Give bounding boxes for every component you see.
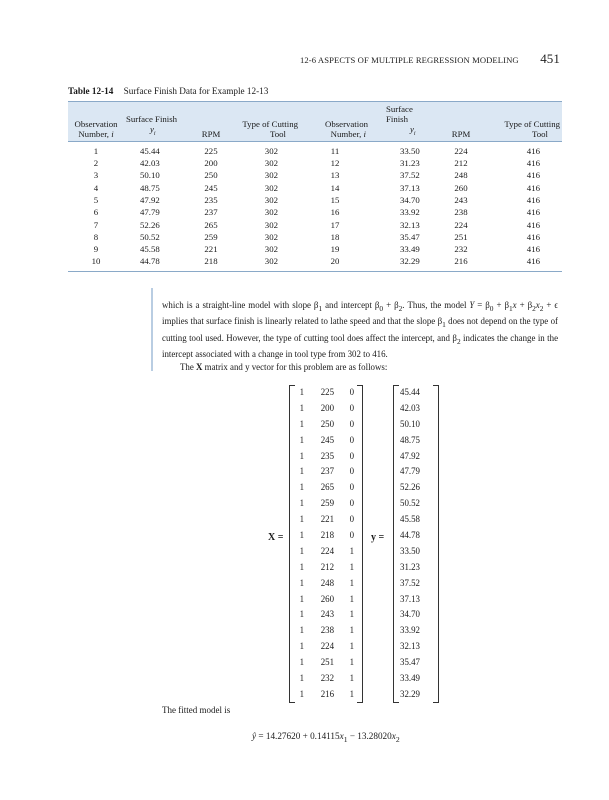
x-matrix-cell: 1 — [349, 561, 354, 572]
y-vector-entry: 47.79 — [400, 466, 420, 477]
x-matrix-row — [296, 671, 356, 687]
y-vector-entry: 32.13 — [400, 641, 420, 652]
table-cell: 18 — [330, 231, 340, 242]
x-matrix-row — [296, 433, 356, 449]
col-rpm-2: RPM — [436, 102, 486, 142]
x-matrix-cell: 1 — [349, 593, 354, 604]
y-vector-entry: 50.10 — [400, 418, 420, 429]
table-cell: 4 — [93, 182, 99, 193]
x-matrix-cell: 0 — [349, 402, 354, 413]
x-matrix-cell: 0 — [349, 434, 354, 445]
body-text — [162, 299, 558, 374]
table-cell: 10 — [68, 255, 124, 271]
x-matrix-cell: 1 — [299, 545, 304, 556]
table-cell: 302 — [264, 182, 278, 193]
y-vector-entry: 42.03 — [400, 402, 420, 413]
x-matrix-cell: 221 — [320, 514, 334, 525]
x-matrix-cell: 1 — [349, 673, 354, 684]
table-cell: 302 — [230, 255, 300, 271]
table-cell: 416 — [526, 145, 540, 156]
x-matrix-cell: 1 — [349, 609, 354, 620]
table-cell: 225 — [204, 145, 218, 156]
table-row — [68, 231, 562, 243]
x-matrix-cell: 1 — [349, 641, 354, 652]
table-cell: 33.92 — [400, 207, 420, 218]
table-cell: 416 — [526, 158, 540, 169]
table-cell: 19 — [330, 244, 340, 255]
table-row — [68, 243, 562, 255]
table-cell: 245 — [204, 182, 218, 193]
y-vector — [400, 385, 432, 703]
table-cell: 302 — [264, 231, 278, 242]
page-number: 451 — [540, 51, 560, 66]
x-matrix-cell: 1 — [299, 657, 304, 668]
x-matrix-cell: 0 — [349, 498, 354, 509]
table-caption-text: Surface Finish Data for Example 12-13 — [123, 86, 269, 96]
x-matrix-cell: 0 — [349, 466, 354, 477]
table-header-row — [68, 102, 562, 142]
x-matrix-cell: 1 — [349, 545, 354, 556]
table-cell: 416 — [526, 231, 540, 242]
table-cell: 200 — [204, 158, 218, 169]
x-matrix-row — [296, 417, 356, 433]
table-cell: 416 — [526, 170, 540, 181]
table-cell: 6 — [93, 207, 99, 218]
y-vector-entry: 33.92 — [400, 625, 420, 636]
x-matrix-cell: 250 — [320, 418, 334, 429]
x-matrix-row — [296, 607, 356, 623]
table-cell: 37.52 — [400, 170, 420, 181]
table-row — [68, 255, 562, 271]
table-row — [68, 169, 562, 181]
x-matrix-cell: 1 — [299, 530, 304, 541]
x-matrix-row — [296, 544, 356, 560]
table-cell: 232 — [454, 244, 468, 255]
x-matrix-cell: 251 — [320, 657, 334, 668]
y-vector-entry: 45.58 — [400, 514, 420, 525]
x-matrix-row — [296, 623, 356, 639]
table-cell: 7 — [93, 219, 99, 230]
table-cell: 8 — [93, 231, 99, 242]
x-matrix-cell: 1 — [299, 498, 304, 509]
table-cell: 47.92 — [140, 194, 160, 205]
x-matrix-cell: 1 — [299, 402, 304, 413]
table-cell: 45.44 — [140, 145, 160, 156]
x-matrix-cell: 1 — [349, 577, 354, 588]
x-matrix-row — [296, 496, 356, 512]
col-surface-finish-2: Surface Finish $y_i$ — [370, 102, 436, 142]
x-matrix-cell: 1 — [299, 609, 304, 620]
table-cell: 44.78 — [124, 255, 192, 271]
x-matrix-row — [296, 449, 356, 465]
table-cell: 248 — [454, 170, 468, 181]
table-cell: 9 — [93, 244, 99, 255]
table-cell: 302 — [264, 158, 278, 169]
x-matrix-cell: 1 — [299, 673, 304, 684]
x-matrix-cell: 265 — [320, 482, 334, 493]
table-row — [68, 206, 562, 218]
x-matrix-row — [296, 560, 356, 576]
table-cell: 50.10 — [140, 170, 160, 181]
section-title: 12-6 ASPECTS OF MULTIPLE REGRESSION MODELING — [300, 55, 519, 65]
y-vector-entry: 47.92 — [400, 450, 420, 461]
table-cell: 50.52 — [140, 231, 160, 242]
table-cell: 302 — [264, 219, 278, 230]
table-cell: 2 — [93, 158, 99, 169]
y-vector-entry: 45.44 — [400, 387, 420, 397]
y-vector-entry: 35.47 — [400, 657, 420, 668]
table-cell: 12 — [330, 158, 340, 169]
surface-finish-table — [68, 101, 562, 272]
table-cell: 416 — [526, 194, 540, 205]
table-row — [68, 194, 562, 206]
col-surface-finish-1: Surface Finish $y_i$ — [124, 102, 192, 142]
table-cell: 224 — [454, 145, 468, 156]
x-matrix-cell: 216 — [320, 688, 334, 699]
table-cell: 221 — [204, 244, 218, 255]
table-cell: 260 — [454, 182, 468, 193]
table-cell: 15 — [330, 194, 340, 205]
y-vector-entry: 37.52 — [400, 577, 420, 588]
col-tool-type-2: Type of Cutting Tool — [486, 102, 562, 142]
table-row — [68, 182, 562, 194]
table-cell: 224 — [454, 219, 468, 230]
x-matrix-cell: 0 — [349, 530, 354, 541]
table-cell: 235 — [204, 194, 218, 205]
x-matrix-cell: 237 — [320, 466, 334, 477]
x-matrix — [296, 385, 356, 703]
table-cell: 34.70 — [400, 194, 420, 205]
table-cell: 416 — [526, 207, 540, 218]
y-vector-entry: 52.26 — [400, 482, 420, 493]
y-vector-entry: 33.50 — [400, 545, 420, 556]
x-matrix-cell: 1 — [349, 688, 354, 699]
x-matrix-row — [296, 687, 356, 703]
x-matrix-cell: 0 — [349, 418, 354, 429]
x-matrix-cell: 1 — [299, 418, 304, 429]
x-matrix-cell: 260 — [320, 593, 334, 604]
y-vector-right-bracket — [433, 385, 439, 703]
x-matrix-cell: 235 — [320, 450, 334, 461]
fitted-equation: ŷ = $14.27620 + 0.14115x_1 - 13.28020x_2$ — [252, 731, 400, 744]
x-matrix-cell: 0 — [349, 482, 354, 493]
paragraph-1: which is a straight-line model with slope $\beta_1$ and intercept $\beta_0 + \beta_2$. Thus, the model $Y = \beta_0 + \beta_1x + \beta_2x_2 + \epsilon$ implies that surface finish is linearly related to lathe speed and that the slope $\beta_1$ does not depend on the type of cutting tool used. However, the type of cutting tool does affect the intercept, and $\beta_2$ indicates the change in the intercept associated with a change in tool type from 302 to 416. — [162, 300, 559, 360]
x-matrix-cell: 1 — [299, 688, 304, 699]
y-vector-entry: 34.70 — [400, 609, 420, 620]
table-cell: 416 — [486, 255, 562, 271]
table-row — [68, 157, 562, 169]
table-cell: 33.49 — [400, 244, 420, 255]
table-number: Table 12-14 — [68, 86, 114, 96]
table-cell: 32.29 — [370, 255, 436, 271]
x-matrix-cell: 1 — [299, 514, 304, 525]
x-matrix-cell: 218 — [320, 530, 334, 541]
table-cell: 251 — [454, 231, 468, 242]
x-matrix-row — [296, 512, 356, 528]
matrix-area — [0, 377, 609, 699]
table-caption — [68, 86, 268, 96]
x-matrix-cell: 224 — [320, 545, 334, 556]
table-cell: 416 — [526, 182, 540, 193]
x-matrix-row — [296, 592, 356, 608]
table-cell: 212 — [454, 158, 468, 169]
x-matrix-label: X = — [268, 532, 284, 543]
col-observation-2: Observation Number, i — [300, 102, 370, 142]
x-matrix-cell: 1 — [299, 434, 304, 445]
x-matrix-cell: 1 — [299, 641, 304, 652]
x-matrix-row — [296, 528, 356, 544]
y-vector-entry: 44.78 — [400, 530, 420, 541]
col-tool-type-1: Type of Cutting Tool — [230, 102, 300, 142]
x-matrix-cell: 1 — [299, 387, 304, 397]
x-matrix-row — [296, 576, 356, 592]
x-matrix-cell: 248 — [320, 577, 334, 588]
table-cell: 3 — [93, 170, 99, 181]
x-matrix-cell: 259 — [320, 498, 334, 509]
table-cell: 265 — [204, 219, 218, 230]
table-cell: 238 — [454, 207, 468, 218]
table-cell: 37.13 — [400, 182, 420, 193]
table-cell: 48.75 — [140, 182, 160, 193]
x-matrix-cell: 238 — [320, 625, 334, 636]
x-matrix-cell: 1 — [299, 482, 304, 493]
fitted-model-label: The fitted model is — [162, 705, 231, 715]
x-matrix-cell: 1 — [299, 561, 304, 572]
x-matrix-cell: 1 — [299, 450, 304, 461]
table-cell: 1 — [93, 145, 99, 156]
table-cell: 42.03 — [140, 158, 160, 169]
paragraph-2: The X matrix and y vector for this problem are as follows: — [180, 362, 388, 373]
table-cell: 5 — [93, 194, 99, 205]
x-matrix-cell: 1 — [299, 593, 304, 604]
table-cell: 52.26 — [140, 219, 160, 230]
y-vector-entry: 32.29 — [400, 688, 420, 699]
table-cell: 302 — [264, 194, 278, 205]
table-cell: 45.58 — [140, 244, 160, 255]
table-cell: 216 — [436, 255, 486, 271]
table-cell: 47.79 — [140, 207, 160, 218]
table-cell: 32.13 — [400, 219, 420, 230]
table-cell: 302 — [264, 145, 278, 156]
table-cell: 13 — [330, 170, 340, 181]
x-matrix-cell: 1 — [299, 625, 304, 636]
table-cell: 14 — [330, 182, 340, 193]
table-cell: 250 — [204, 170, 218, 181]
x-matrix-cell: 245 — [320, 434, 334, 445]
table-row — [68, 219, 562, 231]
col-rpm-1: RPM — [192, 102, 230, 142]
y-vector-left-bracket — [393, 385, 399, 703]
x-matrix-cell: 0 — [349, 387, 354, 397]
x-matrix-cell: 224 — [320, 641, 334, 652]
x-matrix-cell: 225 — [320, 387, 334, 397]
x-matrix-row — [296, 401, 356, 417]
x-matrix-cell: 0 — [349, 450, 354, 461]
x-matrix-left-bracket — [289, 385, 295, 703]
x-matrix-cell: 0 — [349, 514, 354, 525]
y-vector-label: y = — [371, 532, 385, 543]
table-cell: 33.50 — [400, 145, 420, 156]
x-matrix-row — [296, 639, 356, 655]
table-cell: 259 — [204, 231, 218, 242]
x-matrix-cell: 1 — [299, 577, 304, 588]
table-cell: 416 — [526, 219, 540, 230]
table-row — [68, 141, 562, 157]
x-matrix-row — [296, 385, 356, 401]
x-matrix-row — [296, 655, 356, 671]
y-vector-entry: 31.23 — [400, 561, 420, 572]
table-cell: 11 — [330, 145, 340, 156]
table-cell: 302 — [264, 244, 278, 255]
y-vector-entry: 50.52 — [400, 498, 420, 509]
table-cell: 243 — [454, 194, 468, 205]
x-matrix-cell: 243 — [320, 609, 334, 620]
col-observation-1: Observation Number, i — [68, 102, 124, 142]
table-cell: 237 — [204, 207, 218, 218]
y-vector-entry: 37.13 — [400, 593, 420, 604]
y-vector-entry: 48.75 — [400, 434, 420, 445]
x-matrix-cell: 1 — [349, 657, 354, 668]
table-cell: 17 — [330, 219, 340, 230]
running-head — [300, 51, 560, 66]
x-matrix-cell: 232 — [320, 673, 334, 684]
table-cell: 302 — [264, 170, 278, 181]
table-cell: 20 — [300, 255, 370, 271]
table-cell: 16 — [330, 207, 340, 218]
table-cell: 302 — [264, 207, 278, 218]
x-matrix-row — [296, 464, 356, 480]
x-matrix-cell: 212 — [320, 561, 334, 572]
x-matrix-row — [296, 480, 356, 496]
table-cell: 416 — [526, 244, 540, 255]
x-matrix-cell: 1 — [299, 466, 304, 477]
margin-rule — [151, 288, 153, 371]
table-cell: 35.47 — [400, 231, 420, 242]
x-matrix-right-bracket — [357, 385, 363, 703]
y-vector-entry: 33.49 — [400, 673, 420, 684]
x-matrix-cell: 1 — [349, 625, 354, 636]
table-cell: 31.23 — [400, 158, 420, 169]
table-cell: 218 — [192, 255, 230, 271]
x-matrix-cell: 200 — [320, 402, 334, 413]
